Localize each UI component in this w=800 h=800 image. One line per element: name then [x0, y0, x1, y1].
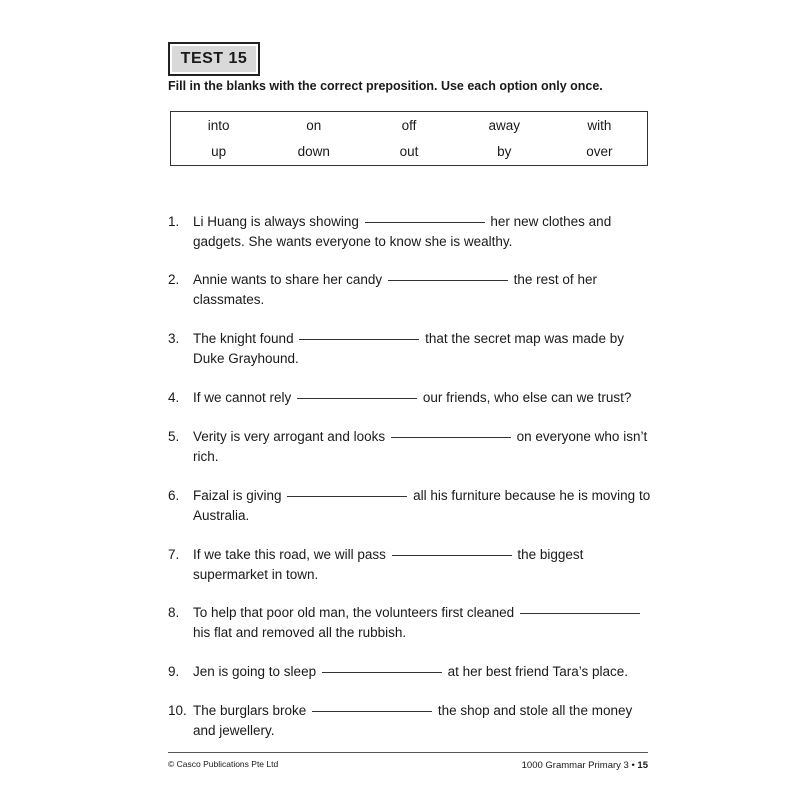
- question-text: [193, 212, 653, 251]
- question-text: [193, 427, 653, 466]
- question-before: The burglars broke: [193, 703, 307, 718]
- question-text: [193, 388, 653, 408]
- question-after: her new clothes and gadgets. She wants everyone to know she is wealthy.: [193, 214, 612, 249]
- option-word: off: [401, 118, 417, 133]
- question-before: Annie wants to share her candy: [193, 272, 383, 287]
- question-text: [193, 486, 653, 525]
- question-after: that the secret map was made by Duke Grayhound.: [193, 331, 624, 366]
- question-text: [193, 270, 653, 309]
- answer-blank[interactable]: [312, 710, 432, 712]
- question-before: If we cannot rely: [193, 390, 292, 405]
- question-before: Faizal is giving: [193, 488, 282, 503]
- question-after: on everyone who isn’t rich.: [193, 429, 648, 464]
- question-after: his flat and removed all the rubbish.: [193, 624, 407, 640]
- option-word: up: [211, 144, 227, 159]
- answer-blank[interactable]: [322, 671, 442, 673]
- options-row-1: [171, 118, 647, 133]
- instructions: Fill in the blanks with the correct preposition. Use each option only once.: [168, 79, 603, 93]
- question-before: To help that poor old man, the volunteers first cleaned: [193, 605, 515, 620]
- question-number: 4.: [168, 390, 180, 405]
- page-footer: [518, 760, 648, 771]
- question-number: 10.: [168, 703, 187, 718]
- question-before: The knight found: [193, 331, 294, 346]
- page-number: 15: [637, 760, 648, 771]
- option-word: away: [488, 118, 520, 133]
- question-number: 6.: [168, 488, 180, 503]
- question-number: 7.: [168, 547, 180, 562]
- option-word: on: [306, 118, 322, 133]
- options-row-2: [171, 144, 647, 159]
- option-word: by: [497, 144, 512, 159]
- question-text: [193, 329, 653, 368]
- options-box: [170, 111, 648, 166]
- question-number: 3.: [168, 331, 180, 346]
- question-text: [193, 545, 653, 584]
- question-text: [193, 662, 653, 682]
- answer-blank[interactable]: [392, 554, 512, 556]
- option-word: with: [587, 118, 612, 133]
- option-word: into: [207, 118, 230, 133]
- answer-blank[interactable]: [391, 436, 511, 438]
- question-number: 1.: [168, 214, 180, 229]
- question-after: the shop and stole all the money and jewellery.: [193, 703, 633, 738]
- option-word: down: [297, 144, 330, 159]
- answer-blank[interactable]: [299, 338, 419, 340]
- answer-blank[interactable]: [388, 279, 508, 281]
- option-word: out: [399, 144, 419, 159]
- question-number: 9.: [168, 664, 180, 679]
- answer-blank[interactable]: [287, 495, 407, 497]
- question-after: our friends, who else can we trust?: [422, 390, 632, 405]
- answer-blank[interactable]: [520, 612, 640, 614]
- question-before: Verity is very arrogant and looks: [193, 429, 386, 444]
- option-word: over: [586, 144, 613, 159]
- question-after: at her best friend Tara’s place.: [447, 664, 628, 679]
- bullet-separator: •: [631, 760, 635, 771]
- answer-blank[interactable]: [365, 221, 485, 223]
- answer-blank[interactable]: [297, 397, 417, 399]
- question-number: 5.: [168, 429, 180, 444]
- question-before: If we take this road, we will pass: [193, 547, 386, 562]
- question-number: 8.: [168, 605, 180, 620]
- question-after: the biggest supermarket in town.: [193, 547, 584, 582]
- question-after: all his furniture because he is moving to Australia.: [193, 488, 651, 523]
- book-title: 1000 Grammar Primary 3: [521, 760, 629, 771]
- question-text: [193, 603, 653, 642]
- test-label: TEST 15: [172, 46, 256, 72]
- question-after: the rest of her classmates.: [193, 272, 597, 307]
- copyright: © Casco Publications Pte Ltd: [168, 759, 279, 769]
- question-before: Li Huang is always showing: [193, 214, 359, 229]
- footer-divider: [168, 752, 648, 753]
- question-before: Jen is going to sleep: [193, 664, 317, 679]
- question-text: [193, 701, 653, 740]
- question-number: 2.: [168, 272, 180, 287]
